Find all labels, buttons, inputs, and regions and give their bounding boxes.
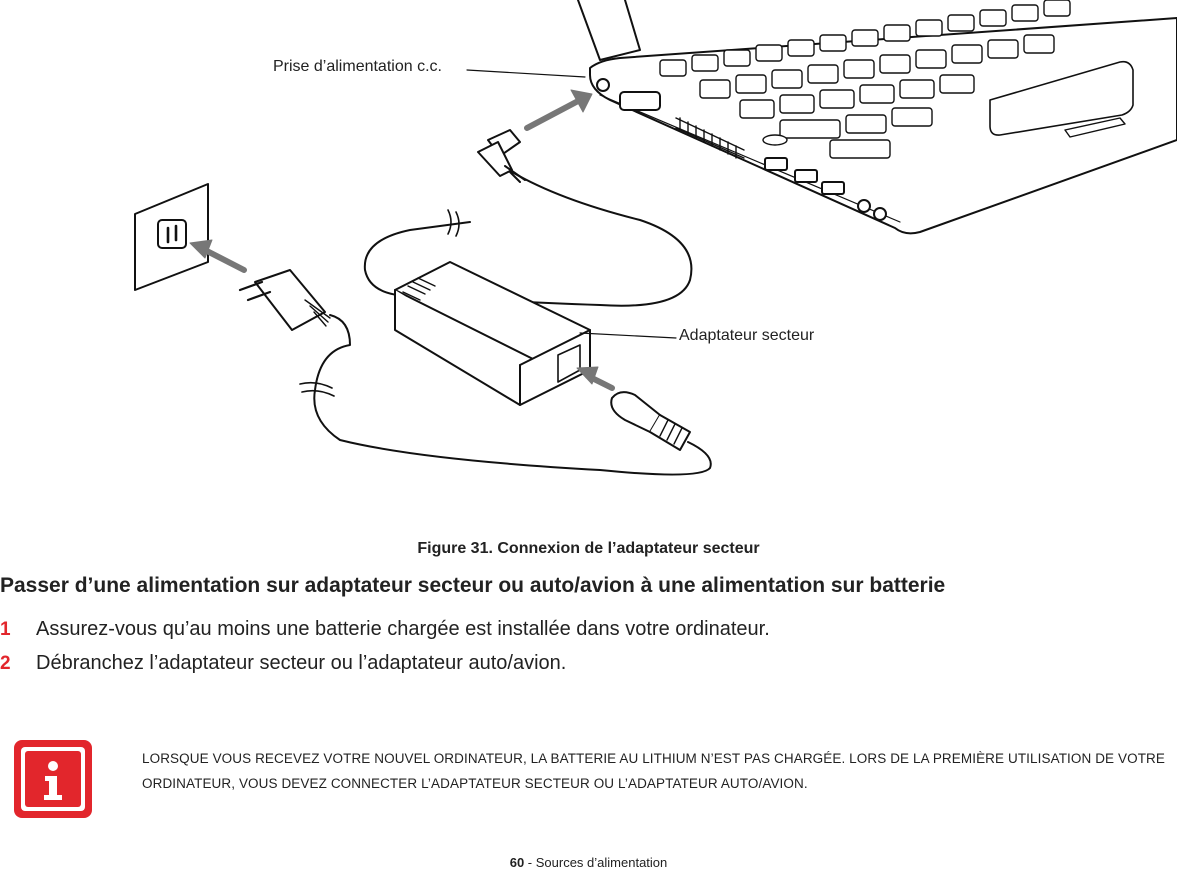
callout-ac-adapter: Adaptateur secteur (679, 327, 815, 344)
step-number: 2 (0, 653, 11, 674)
callout-dc-jack: Prise d’alimentation c.c. (273, 58, 442, 75)
figure-caption: Figure 31. Connexion de l’adaptateur secteur (417, 540, 760, 557)
section-heading: Passer d’une alimentation sur adaptateur secteur ou auto/avion à une alimentation sur batterie (0, 574, 946, 597)
step-text: Assurez-vous qu’au moins une batterie chargée est installée dans votre ordinateur. (36, 618, 770, 640)
step-2 (0, 652, 566, 675)
note-text: LORSQUE VOUS RECEVEZ VOTRE NOUVEL ORDINATEUR, LA BATTERIE AU LITHIUM N’EST PAS CHARGÉE. LORS DE LA PREMIÈRE UTILISATION DE VOTRE ORDINATEUR, VOUS DEVEZ CONNECTER L’ADAPTATEUR SECTEUR OU L’ADAPTATEUR AUTO/AVION. (142, 751, 1166, 791)
step-number: 1 (0, 619, 11, 640)
page-number: 60 (509, 855, 525, 870)
page-footer (0, 855, 1177, 870)
step-1 (0, 618, 770, 641)
ac-adapter-brick (395, 262, 590, 405)
laptop-illustration (578, 0, 1177, 233)
wall-plug (240, 270, 330, 330)
dc-plug (478, 130, 525, 182)
ac-connector (611, 392, 690, 450)
info-icon (12, 738, 94, 820)
wall-outlet (135, 184, 208, 290)
step-text: Débranchez l’adaptateur secteur ou l’adaptateur auto/avion. (36, 652, 567, 674)
footer-section: - Sources d’alimentation (524, 855, 668, 870)
